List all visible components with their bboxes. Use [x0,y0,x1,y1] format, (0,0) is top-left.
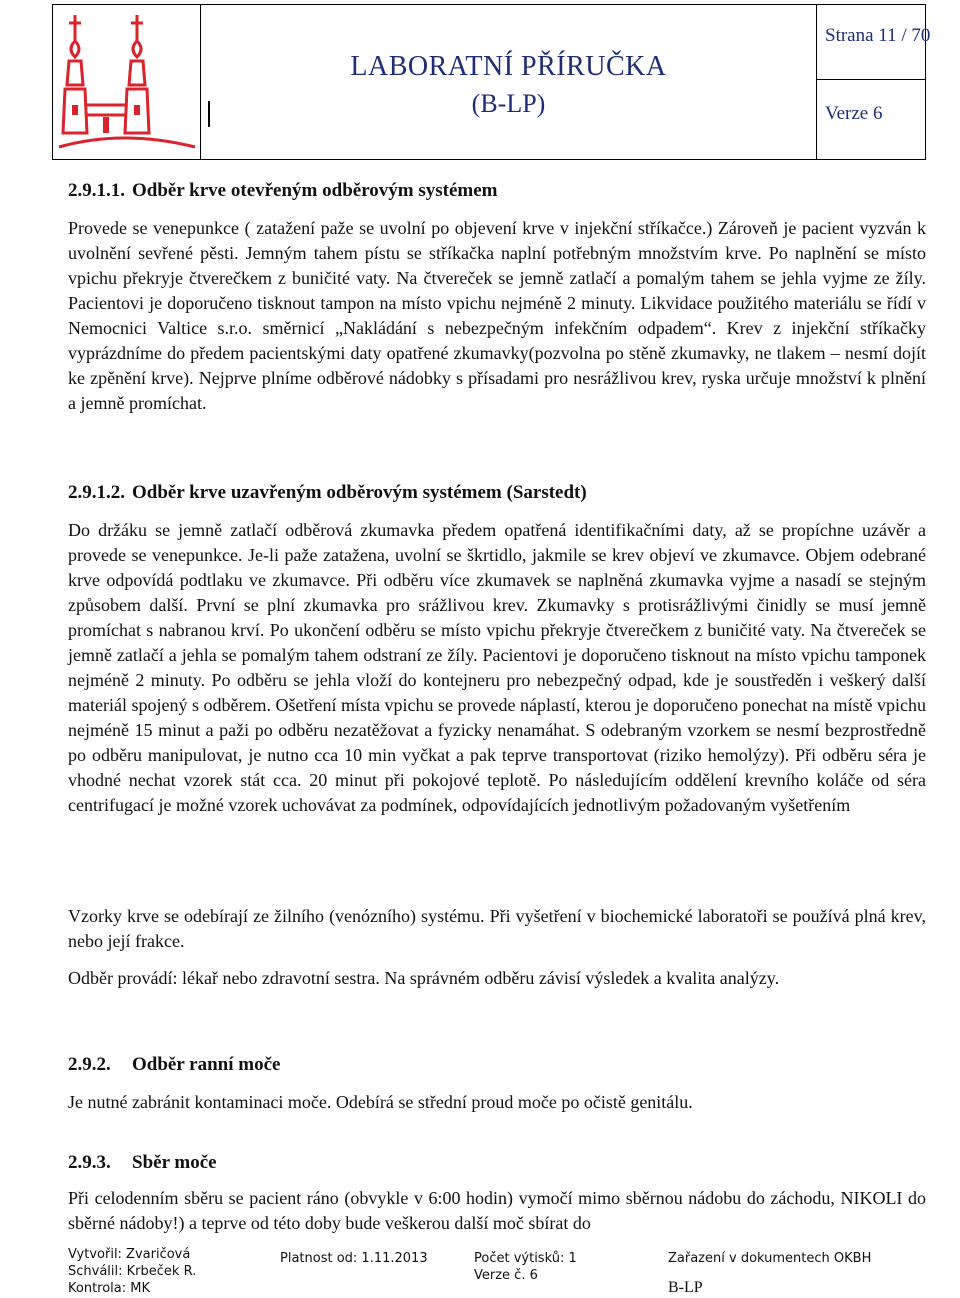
section-heading [68,1152,217,1174]
footer-checked: Kontrola: MK [68,1281,151,1296]
page-number: Strana 11 / 70 [825,25,931,46]
footer-approved: Schválil: Krbeček R. [68,1264,197,1279]
document-title: LABORATNÍ PŘÍRUČKA [350,51,667,82]
section-number: 2.9.2. [68,1054,111,1075]
section-number: 2.9.1.1. [68,180,125,201]
footer-version: Verze č. 6 [474,1268,538,1283]
section-number: 2.9.1.2. [68,482,125,503]
paragraph: Odběr provádí: lékař nebo zdravotní sestra. Na správném odběru závisí výsledek a kvalita analýzy. [68,968,780,988]
logo-cell [53,5,201,159]
title-cell [201,5,817,159]
version-label: Verze 6 [825,103,883,124]
section-heading [68,482,587,504]
paragraph: Do držáku se jemně zatlačí odběrová zkumavka předem opatřená identifikačními daty, až se propíchne uzávěr a provede se venepunkce. Je-li paže zatažena, uvolní se škrtidlo, jakmile se krev objeví ve zkumavce. Objem odebrané krve odpovídá podtlaku ve zkumavce. Při odběru více zkumavek se naplněná zkumavka vyjme a nasadí se stejným způsobem další. První se plní zkumavka pro srážlivou krev. Zkumavky s protisrážlivými činidly se musí jemně promíchat s nabranou krví. Po ukončení odběru se místo vpichu překryje čtverečkem z buničité vaty. Na čtvereček se jemně zatlačí a jehla se pomalým tahem odstraní ze žíly. Pacientovi je doporučeno tisknout na místo vpichu tamponek nejméně 2 minuty. Po odběru se jehla vloží do kontejneru pro nebezpečný odpad, kde je soustředěn i veškerý další materiál spojený s odběrem. Ošetření místa vpichu se provede náplastí, kterou je doporučeno ponechat na místě vpichu nejméně 15 minut a paži po odběru nezatěžovat a fyzicky nenamáhat. S odebraným vzorkem se nesmí bezprostředně po odběru manipulovat, je nutno cca 10 min vyčkat a pak teprve transportovat (riziko hemolýzy). Při odběru séra je vhodné nechat vzorek stát cca. 20 minut při pokojové teplotě. Po následujícím oddělení krevního koláče od séra centrifugací je možné vzorek uchovávat za podmínek, odpovídajících jednotlivým požadovaným vyšetřením [68,520,926,815]
section-heading [68,180,498,202]
paragraph: Vzorky krve se odebírají ze žilního (venózního) systému. Při vyšetření v biochemické laboratoři se používá plná krev, nebo její frakce. [68,906,926,951]
paragraph: Je nutné zabránit kontaminaci moče. Odebírá se střední proud moče po očistě genitálu. [68,1092,693,1112]
section-title: Odběr krve otevřeným odběrovým systémem [132,180,498,201]
meta-divider [817,79,925,80]
section-title: Sběr moče [132,1152,217,1173]
document-header [52,4,931,160]
section-title: Odběr krve uzavřeným odběrovým systémem (Sarstedt) [132,482,587,503]
footer-code: B-LP [668,1279,703,1296]
meta-cell [817,5,931,159]
section-number: 2.9.3. [68,1152,111,1173]
paragraph: Provede se venepunkce ( zatažení paže se uvolní po objevení krve v injekční stříkačce.) Zároveň je pacient vyzván k uvolnění sevřené pěsti. Jemným tahem pístu se stříkačka naplní potřebným množstvím krve. Po naplnění se místo vpichu překryje čtverečkem z buničité vaty. Na čtvereček se jemně zatlačí a pomalým tahem se jehla vyjme ze žíly. Pacientovi je doporučeno tisknout tampon na místo vpichu nejméně 2 minuty. Likvidace použitého materiálu se řídí v Nemocnici Valtice s.r.o. směrnicí „Nakládání s nebezpečným infekčním odpadem“. Krev z injekční stříkačky vyprázdníme do předem pacientskými daty opatřené zkumavky(pozvolna po stěně zkumavky, ne tlakem – nesmí dojít ke zpěnění krve). Nejprve plníme odběrové nádobky s přísadami pro nesrážlivou krev, ryska určuje množství k plnění a jemně promíchat. [68,218,926,413]
footer-valid: Platnost od: 1.11.2013 [280,1251,428,1266]
paragraph: Při celodenním sběru se pacient ráno (obvykle v 6:00 hodin) vymočí mimo sběrnou nádobu do záchodu, NIKOLI do sběrné nádoby!) a teprve od této doby bude veškerou další moč sbírat do [68,1188,926,1233]
section-title: Odběr ranní moče [132,1054,281,1075]
church-logo-icon [53,5,201,159]
footer-copies: Počet výtisků: 1 [474,1251,577,1266]
footer-created: Vytvořil: Zvaričová [68,1247,191,1262]
document-subtitle: (B-LP) [471,89,546,118]
section-heading [68,1054,280,1076]
document-footer [68,1247,928,1297]
footer-classification: Zařazení v dokumentech OKBH [668,1251,872,1266]
